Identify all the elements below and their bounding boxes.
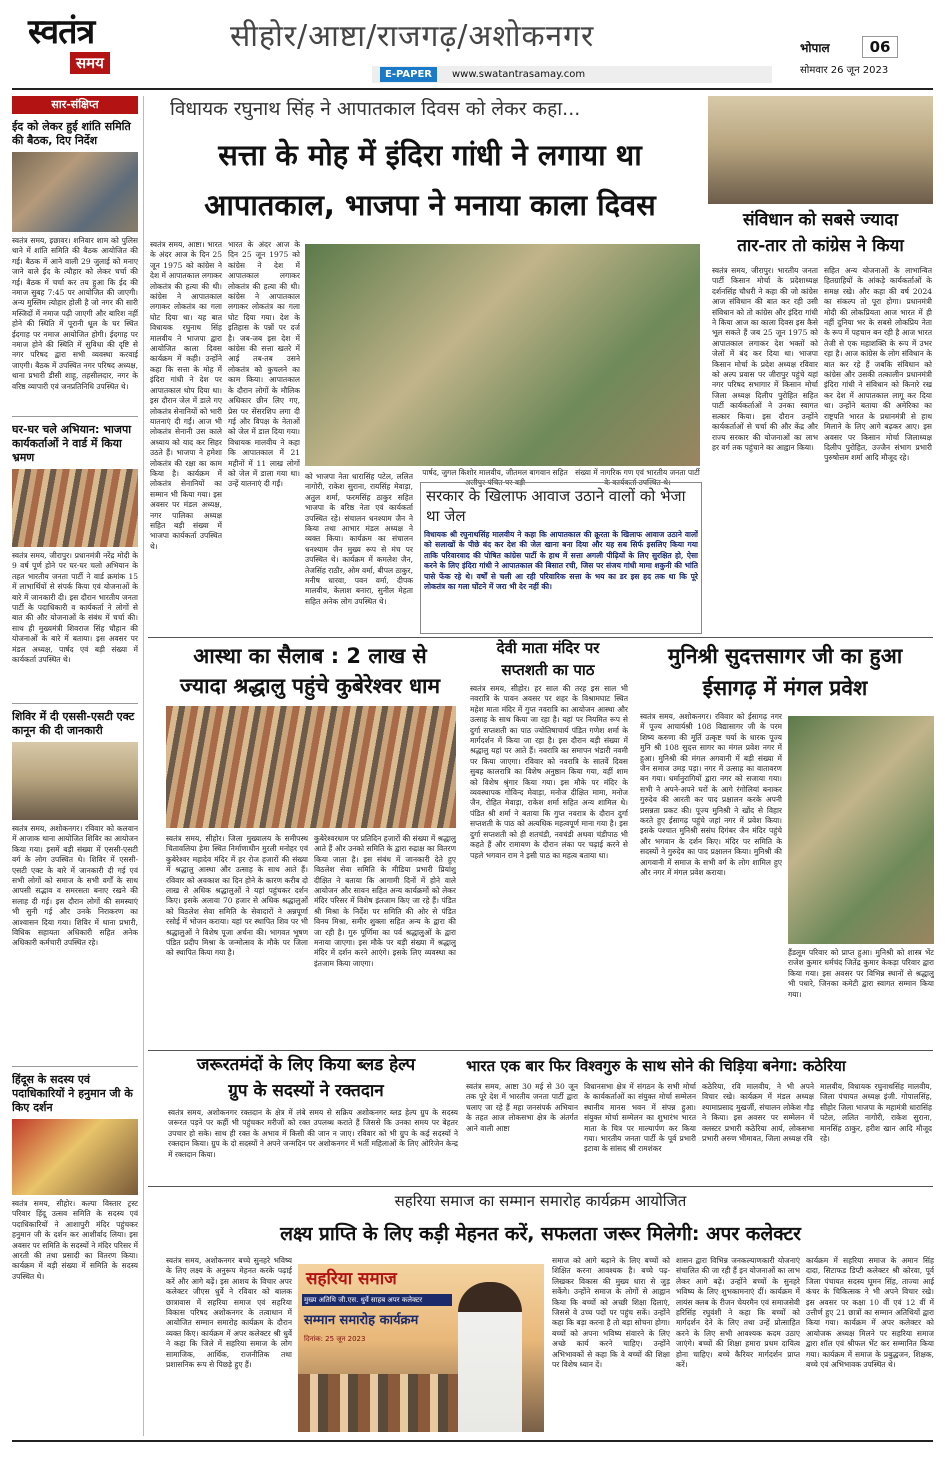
kathoriya-col1: स्वतंत्र समय, आष्टा 30 मई से 30 जून तक पूरे देश में भारतीय जनता पार्टी द्वारा चलाए जा रहे हैं महा जनसंपर्क अभियान के तहत आज लोकसभा क्षेत्र के अंतर्गत आने वाली आष्टा [466, 1082, 578, 1133]
sidebar-photo [12, 1119, 138, 1195]
photo-banner-subtitle: मुख्य अतिथि जी.एस. धुर्वे साहब अपर कलेक्टर [302, 1294, 452, 1306]
lead-col1: स्वतंत्र समय, आष्टा। भारत के अंदर आज के दिन 25 जून 1975 को कांग्रेस ने देश में आपातकाल लगाकर लोकतंत्र की हत्या की थी। कांग्रेस ने आपातकाल लगाकर लोकतंत्र का गला घोट दिया था। यह बात विधायक रघुनाथ सिंह मालवीय ने भाजपा द्वारा आयोजित काला दिवस कार्यक्रम में कही। उन्होंने कहा कि सत्ता के मोह में इंदिरा गांधी ने देश पर आपातकाल थोप दिया था। इस दौरान जेल में डाले गए लोकतंत्र सेनानियों को भारी यातनाएं दी गईं। आज भी लोकतंत्र सेनानी उस काले अध्याय को याद कर सिहर उठते हैं। भाजपा ने हमेशा लोकतंत्र की रक्षा का काम किया है। कार्यक्रम में लोकतंत्र सेनानियों का सम्मान भी किया गया। इस अवसर पर मंडल अध्यक्ष, नगर पालिका अध्यक्ष सहित बड़ी संख्या में भाजपा कार्यकर्ता उपस्थित थे। [150, 240, 222, 551]
kathoriya-headline: भारत एक बार फिर विश्वगुरु के साथ सोने की चिड़िया बनेगा: कठेरिया [466, 1057, 846, 1075]
sahariya-headline: लक्ष्य प्राप्ति के लिए कड़ी मेहनत करें, सफलता जरूर मिलेगी: अपर कलेक्टर [280, 1223, 801, 1245]
kathoriya-col4: मालवीय, विधायक रघुनाथसिंह मालवीय, जिला पंचायत अध्यक्ष इंजी. गोपालसिंह, सीहोर जिला भाजपा के महामंत्री धारासिंह पटेल, ललित नागोरी, राकेश सुराना, मानसिंह ठाकुर, हरीश खान आदि मौजूद रहे। [820, 1082, 932, 1144]
page-number: 06 [862, 36, 898, 58]
kubereshwar-col1: स्वतंत्र समय, सीहोर। जिला मुख्यालय के समीपस्थ चितावलिया हेमा स्थित निर्माणाधीन मुरली मनोहर एवं कुबेरेश्वर महादेव मंदिर में हर रोज हजारों की संख्या में श्रद्धालु आस्था और उत्साह के साथ आते हैं। रविवार को अवकाश का दिन होने के कारण करीब दो लाख से अधिक श्रद्धालुओं ने यहां पहुंचकर दर्शन किए। इसके अलावा 70 हजार से अधिक श्रद्धालुओं को विठलेश सेवा समिति के सेवादारों ने अन्नपूर्णा रसोई में भोजन कराया। यहां पर स्थापित शिव पर भी श्रद्धालुओं ने विशेष पूजा अर्चना की। भागवत भूषण पंडित प्रदीप मिश्रा के जन्मोत्सव के मौके पर जिला को स्थापित किया गया है। [166, 834, 308, 958]
logo-top-text: स्वतंत्र [28, 12, 95, 52]
logo [28, 12, 156, 82]
sidebar-item-body: स्वतंत्र समय, इछावर। शनिवार शाम को पुलिस थाने में शांति समिति की बैठक आयोजित की गई। बैठक में आने वाली 29 जुलाई को मनाए जाने वाले ईद के त्यौहार को लेकर चर्चा की गई। बैठक में चर्चा कर तय हुआ कि ईद की नमाज सुबह 7:45 पर आयोजित की जाएगी। अन्य मुस्लिम त्योहार होली है जो नगर की सारी मस्जिदों में नमाज पढ़ी जाएगी और बारिश नहीं होने की स्थिति में पूरानी धूल के घर स्थित ईदगाह पर नमाज आयोजित होगी। ईदगाह पर नमाज होने की स्थिति में सुविधा की दृष्टि से नगर परिषद द्वारा सभी व्यवस्था करवाई जाएगी। बैठक में उपस्थित नगर परिषद अध्यक्ष, थाना प्रभारी डीसी शाहू, तहसीलदार, नगर के वरिष्ठ व्यापारी एवं जनप्रतिनिधि उपस्थित थे। [12, 236, 138, 391]
kubereshwar-headline-line2: ज्यादा श्रद्धालु पहुंचे कुबेरेश्वर धाम [179, 674, 440, 698]
lead-photo-caption-left: पार्षद, जुगल किशोर मालवीय, जीतमल बागवान सहित अलीपुर पंचित पर बड़ी [422, 468, 568, 487]
sidebar [12, 96, 138, 1436]
sidebar-photo [12, 152, 138, 232]
lead-photo-main [305, 244, 700, 466]
audience-row [298, 1374, 458, 1432]
kubereshwar-headline-line1: आस्था का सैलाब : 2 लाख से [193, 644, 427, 668]
inset-body: विधायक श्री रघुनाथसिंह मालवीय ने कहा कि आपातकाल की क्रूरता के खिलाफ आवाज उठाने वालों को सलाखों के पीछे बंद कर देश की जेल खाना बना दिया और यह सब सिर्फ इसलिए किया गया ताकि परिवारवाद की पोषित कांग्रेस पार्टी के हाथ में सत्ता अगली पीढ़ियों के लिए सुरक्षित हो, ऐसा करने के लिए इंदिरा गांधी ने आपातकाल की बिसात रची, जिस पर संजय गांधी मामा शकुनी की भांति पासे फेंक रहे थे। वर्षों से चली आ रही परिवारिक सत्ता के भय का डर इस हद तक था कि पूरे लोकतंत्र का गला घोंटने में जरा भी देर नहीं की। [424, 530, 698, 592]
right-top-col2: सहित अन्य योजनाओं के लाभान्वित हितग्राहियों के आंकड़े कार्यकर्ताओं के समक्ष रखे। और कहा की वर्ष 2024 का संकल्प तो पूरा होगा। प्रधानमंत्री मोदी की लोकप्रियता आज भारत में ही नहीं दुनिया भर के सबसे लोकप्रिय नेता के रूप में पहचान बन रही है आज भारत तेजी से एक महाशक्ति के रूप में उभर रहा है। आज कांग्रेस के लोग संविधान के बात कर रहे हैं जबकि संविधान को कांग्रेस और उसकी तत्कालीन प्रधानमंत्री इंदिरा गांधी ने संविधान को किनारे रख कर देश में आपातकाल लागू कर दिया था। उन्होंने बताया की अमेरिका का राष्ट्रपति भारत के प्रधानमंत्री से हाथ मिलाने के लिए आगे बढ़कर आए। इस अवसर पर किसान मोर्चा जिलाध्यक्ष दिलीप पुरोहित, उज्जैन संभाग प्रभारी पुरुषोत्तम शर्मा आदि मौजूद रहे। [824, 266, 932, 463]
sahariya-kicker: सहरिया समाज का सम्मान समारोह कार्यक्रम आयोजित [394, 1192, 687, 1210]
sidebar-item-body: स्वतंत्र समय, जीरापुर। प्रधानमंत्री नरेंद्र मोदी के 9 वर्ष पूर्ण होने पर घर-घर चलो अभियान के तहत भारतीय जनता पार्टी ने वार्ड क्रमांक 15 में लाभार्थियों से संपर्क किया एवं योजनाओं के बारे में जानकारी दी। इस दौरान भारतीय जनता पार्टी के पदाधिकारी व कार्यकर्ता ने लोगों से बात की और योजनाओं के संबंध में चर्चा की। साथ ही मुख्यमंत्री शिवराज सिंह चौहान की योजनाओं के बारे में बताया। इस अवसर पर मंडल अध्यक्ष, पार्षद एवं बड़ी संख्या में कार्यकर्ता उपस्थित थे। [12, 551, 138, 665]
lead-headline-line2: आपातकाल, भाजपा ने मनाया काला दिवस [204, 188, 656, 222]
photo-banner-event: सम्मान समारोह कार्यक्रम [304, 1313, 419, 1328]
regions-title: सीहोर/आष्टा/राजगढ़/अशोकनगर [230, 19, 595, 54]
divider [12, 703, 138, 704]
photo-banner-title: सहरिया समाज [306, 1269, 397, 1289]
website-link[interactable]: www.swatantrasamay.com [452, 69, 586, 80]
sidebar-photo [12, 469, 138, 547]
blood-headline-line1: जरूरतमंदों के लिए किया ब्लड हेल्प [196, 1055, 416, 1075]
masthead [0, 0, 945, 88]
muni-photo-caption: हैंडलूम परिवार को प्राप्त हुआ। मुनिश्री को शास्त्र भेंट राजेश कुमार धर्मचंद जितेंद्र कुमार केकड़ा परिवार द्वारा किया गया। इस अवसर पर विभिन्न स्थानों से श्रद्धालु भी पधारे, जिनका कमेटी द्वारा स्वागत सम्मान किया गया। [788, 948, 934, 999]
blood-headline-line2: ग्रुप के सदस्यों ने रक्तदान [228, 1081, 384, 1101]
speaker-figure [458, 1282, 522, 1432]
right-top-headline-line2: तार-तार तो कांग्रेस ने किया [737, 236, 904, 256]
sidebar-item-headline: हिंदूस के सदस्य एवं पदाधिकारियों ने हनुमान जी के किए दर्शन [12, 1073, 133, 1114]
sahariya-photo [298, 1264, 544, 1432]
devi-body: स्वतंत्र समय, सीहोर। हर साल की तरह इस साल भी नवरात्रि के पावन अवसर पर शहर के विश्रामघाट स्थित महेश माता मंदिर में गुप्त नवरात्रि का आयोजन आस्था और उत्साह के साथ किया जा रहा है। यहां पर नियमित रूप से दुर्गा सप्तशती का पाठ ज्योतिषाचार्य पंडित गणेश शर्मा के मार्गदर्शन में किया जा रहा है। इस दौरान बड़ी संख्या में श्रद्धालु यहां पर आते हैं। नवरात्रि का समापन भंडारी नवमी पर किया जाएगा। रविवार को नवरात्रि के सातवें दिवस सुबह कालरात्रि का विशेष अनुष्ठान किया गया, वहीं शाम को विशेष श्रृंगार किया गया। इस मौके पर मंदिर के व्यवस्थापक गोविन्द मेवाड़ा, मनोज दीक्षित मामा, मनोज जैन, रोहित मेवाड़ा, राकेश शर्मा सहित अन्य शामिल थे। पंडित श्री शर्मा ने बताया कि गुप्त नवरात्र के दौरान दुर्गा सप्तशती के पाठ को अत्यधिक महत्वपूर्ण माना गया है। इस दुर्गा सप्तशती को ही शतचंडी, नवचंडी अथवा चंडीपाठ भी कहते हैं और रामायण के दौरान लंका पर चढ़ाई करने से पहले भगवान राम ने इसी पाठ का महत्व बताया था। [470, 684, 628, 860]
divider [148, 1186, 933, 1187]
right-top-headline-line1: संविधान को सबसे ज्यादा [743, 210, 898, 230]
kathoriya-col3: कठेरिया, रवि मालवीय, ने भी अपने विचार रखे। कार्यक्रम में मंडल अध्यक्ष श्यामाप्रसाद मुखर्जी, संचालन लोकेश गौड़ ने किया। इस अवसर पर सम्मेलन में क्लस्टर प्रभारी कठेरिया आर्य, लोकसभा प्रभारी अरुण भीमावत, जिला अध्यक्ष रवि [702, 1082, 814, 1144]
sidebar-item-headline: शिविर में दी एससी-एसटी एक्ट कानून की दी जानकारी [12, 710, 135, 737]
sidebar-divider [143, 96, 144, 1436]
sahariya-col1: स्वतंत्र समय, अशोकनगर बच्चे सुनहरे भविष्य के लिए लक्ष्य के अनुरूप मेहनत करके पढ़ाई करें और आगे बढ़ें। इस आशय के विचार अपर कलेक्टर जीएस धुर्वे ने रविवार को बालक छात्रावास में सहरिया समाज एवं सहरिया विकास परिषद अशोकनगर के तत्वाधान में आयोजित सम्मान समारोह कार्यक्रम के दौरान व्यक्त किए। कार्यक्रम में अपर कलेक्टर श्री धुर्वे ने कहा कि जिले में सहरिया समाज के लोग सामाजिक, आर्थिक, राजनीतिक तथा प्रशासनिक रूप से पिछड़े हुए हैं। [166, 1256, 292, 1370]
right-top-col1: स्वतंत्र समय, जीरापुर। भारतीय जनता पार्टी किसान मोर्चा के प्रदेशाध्यक्ष दर्शनसिंह चौधरी ने कहा की जो कांग्रेस आज संविधान की बात कर रही उसी संविधान को तो कांग्रेस और इंदिरा गांधी ने किया आज का काला दिवस इस कैसे भूल सकते हैं जब 25 जून 1975 को आपातकाल लगाकर देश भक्तों को जेलों में बंद कर दिया था। भाजपा किसान मोर्चा के प्रदेश अध्यक्ष रविवार को अल्प प्रवास पर जीरापुर पहुंचे यहां नगर परिषद सभागार में किसान मोर्चा जिला अध्यक्ष दिलीप पुरोहित सहित पार्टी कार्यकर्ताओं ने उनका स्वागत सत्कार किया। इस दौरान उन्होंने कार्यकर्ताओं से चर्चा की और केंद्र और राज्य सरकार की योजनाओं का लाभ हर वर्ग तक पहुंचाने का आह्वान किया। [712, 266, 818, 452]
muni-headline-line1: मुनिश्री सुदत्तसागर जी का हुआ [667, 644, 903, 668]
blood-body: स्वतंत्र समय, अशोकनगर रक्तदान के क्षेत्र में लंबे समय से सक्रिय अशोकनगर ब्लड हेल्प ग्रुप के सदस्य जरूरत पड़ने पर कहीं भी पहुंचकर मरीजों को रक्त उपलब्ध कराते हैं जिससे कि उनका समय पर बेहतर उपचार हो सके। साथ ही रक्त के अभाव में किसी की जान न जाए। रविवार को भी ग्रुप के कई सदस्यों ने रक्तदान किया। ग्रुप के दो सदस्यों ने अपने जन्मदिन पर अशोकनगर में भर्ती महिलाओं के लिए ओरिजेन केन्द्र में रक्तदान किया। [168, 1108, 458, 1159]
muni-photo [788, 716, 934, 944]
right-top-photo [708, 96, 933, 204]
lead-col2: भारत के अंदर आज के दिन 25 जून 1975 को कांग्रेस ने देश में आपातकाल लगाकर लोकतंत्र की हत्या की थी। कांग्रेस ने आपातकाल लगाकर लोकतंत्र का गला घोट दिया गया। देश के इतिहास के पन्नों पर दर्ज है। जब-जब इस देश में कांग्रेस की सत्ता खतरे में आई तब-तब उसने लोकतंत्र को कुचलने का काम किया। आपातकाल के दौरान लोगों के मौलिक अधिकार छीन लिए गए, प्रेस पर सेंसरशिप लगा दी गई और विपक्ष के नेताओं को जेल में डाल दिया गया। विधायक मालवीय ने कहा कि आपातकाल में 21 महीनों में 11 लाख लोगों को जेल में डाला गया था। उन्हें यातनाएं दी गईं। [228, 240, 300, 489]
logo-bottom-text: समय [70, 52, 110, 74]
epaper-label: E-PAPER [380, 67, 437, 82]
sidebar-photo [12, 742, 138, 820]
sidebar-item-body: स्वतंत्र समय, अशोकनगर। रविवार को कलवान में आजाक थाना आयोजित शिविर का आयोजन किया गया। इसमें बड़ी संख्या में एससी-एसटी वर्ग के लोग उपस्थित थे। शिविर में एससी-एसटी एक्ट के बारे में जानकारी दी गई एवं सभी लोगों को समाज के सभी वर्गों के साथ आपसी सद्भाव व समरसता बनाए रखने की सलाह दी गई। इस दौरान लोगों की समस्याएं भी सुनी गई और उनके निराकरण का आश्वासन दिया गया। शिविर में थाना प्रभारी, विधिक सहायता अधिकारी सहित अनेक अधिकारी कर्मचारी उपस्थित रहे। [12, 824, 138, 948]
sidebar-item-headline: घर-घर चले अभियान: भाजपा कार्यकर्ताओं ने वार्ड में किया भ्रमण [12, 423, 132, 464]
sahariya-col2: समाज को आगे बढ़ाने के लिए बच्चों को शिक्षित करना आवश्यक है। बच्चे पढ़-लिखकर विकास की मुख्य धारा से जुड़ सकेंगे। उन्होंने समाज के लोगों से आह्वान किया कि बच्चों को अच्छी शिक्षा दिलाएं, जिससे वे उच्च पदों पर पहुंच सकें। उन्होंने कहा कि बड़ा करना है तो बड़ा सोचना होगा। बच्चों को अपना भविष्य संवारने के लिए अच्छे कार्य करने चाहिए। उन्होंने अभिभावकों से कहा कि वे बच्चों की शिक्षा पर विशेष ध्यान दें। [552, 1256, 670, 1370]
kubereshwar-col2: कुबेरेश्वरधाम पर प्रतिदिन हजारों की संख्या में श्रद्धालु आते हैं और उनको समिति के द्वारा रुद्राक्ष का वितरण किया जाता है। इस संबंध में जानकारी देते हुए विठलेश सेवा समिति के मीडिया प्रभारी प्रियांशु दीक्षित ने बताया कि आगामी दिनों में होने वाले आयोजन और सावन सहित अन्य कार्यक्रमों को लेकर मंदिर परिसर में विशेष इंतजाम किए जा रहे हैं। पंडित श्री मिश्रा के निर्देश पर समिति की ओर से पंडित विनय मिश्रा, समीर शुक्ला सहित अन्य के द्वारा की जा रही है। गुरु पूर्णिमा का पर्व श्रद्धालुओं के द्वारा मनाया जाएगा। इस मौके पर बड़ी संख्या में श्रद्धालु मंदिर में दर्शन करने आएंगे। इसके लिए व्यवस्था का इंतजाम किया जाएगा। [314, 834, 456, 968]
muni-body: स्वतंत्र समय, अशोकनगर। रविवार को ईसागढ़ नगर में पूज्य आचार्यश्री 108 विद्यासागर जी के परम शिष्य करुणा की मूर्ति उत्कृष्ट चर्या के धारक पूज्य मुनि श्री 108 सुदत्त सागर का मंगल प्रवेश नगर में हुआ। मुनिश्री की मंगल अगवानी में बड़ी संख्या में जैन समाज उमड़ पड़ा। नगर में उत्साह का वातावरण बन गया। धर्मानुरागियों द्वारा नगर को सजाया गया। सभी ने अपने-अपने घरों के आगे रंगोलियां बनाकर गुरुदेव की आरती कर पाद प्रक्षालन करके अपनी प्रसन्नता प्रकट की। पूज्य मुनिश्री ने खोंद से विहार करते हुए ईसागढ़ पहुंचे जहां नगर में प्रवेश किया। इसके पश्चात मुनिश्री ससंघ दिगंबर जैन मंदिर पहुंचे और भगवान के दर्शन किए। मंदिर पर समिति के सदस्यों ने गुरुदेव का पाद प्रक्षालन किया। मुनिश्री की आगवानी में समाज के सभी वर्ग के लोग शामिल हुए और नगर में मंगल प्रवेश कराया। [640, 712, 782, 878]
divider [148, 1050, 933, 1051]
masthead-rule [12, 88, 933, 90]
city-label: भोपाल [800, 41, 830, 55]
lead-photo-caption-right: संख्या में नागरिक गण एवं भारतीय जनता पार्टी के कार्यकर्ता उपस्थित थे। [575, 468, 700, 487]
sidebar-item-body: स्वतंत्र समय, सीहोर। कल्पा विस्तार ट्रस्ट परिवार हिंदू उत्सव समिति के सदस्य एवं पदाधिकारियों ने आशापुरी मंदिर पहुंचकर हनुमान जी के दर्शन कर आशीर्वाद लिया। इस अवसर पर समिति के सदस्यों ने मंदिर परिसर में आरती की तथा प्रसादी का वितरण किया। कार्यक्रम में बड़ी संख्या में समिति के सदस्य उपस्थित थे। [12, 1199, 138, 1281]
photo-banner-date: दिनांक: 25 जून 2023 [304, 1335, 366, 1343]
devi-headline-line2: सप्तशती का पाठ [501, 661, 595, 679]
lead-col3: को भाजपा नेता धारासिंह पटेल, ललित नागोरी, राकेश सुराना, रायसिंह मेवाड़ा, अतुल शर्मा, फरमसिंह ठाकुर सहित भाजपा के वरिष्ठ नेता एवं कार्यकर्ता उपस्थित रहे। संचालन धनश्याम जैन ने किया तथा आभार मंडल अध्यक्ष ने व्यक्त किया। कार्यक्रम का संचालन धनश्याम जैन मुख्य रूप से मंच पर उपस्थित थे। कार्यक्रम में कमलेश जैन, तेजसिंह राठौर, ओम वर्मा, बीपल ठाकुर, मनीष धारवा, पवन वर्मा, दीपक मालवीय, केलाश बनारा, सुनील मेहता सहित अनेक लोग उपस्थित थे। [305, 472, 413, 606]
sidebar-header: सार-संक्षिप्त [12, 96, 138, 114]
footer-rule [12, 1440, 933, 1442]
divider [12, 1066, 138, 1067]
kubereshwar-photo [166, 706, 456, 828]
issue-date: सोमवार 26 जून 2023 [800, 65, 889, 76]
divider [12, 416, 138, 417]
lead-kicker: विधायक रघुनाथ सिंह ने आपातकाल दिवस को लेकर कहा... [170, 98, 581, 120]
sahariya-col4: कार्यक्रम में सहरिया समाज के अमान सिंह दादा, सिटाफड डिप्टी कलेक्टर श्री कोरवा, पूर्व जिला पंचायत सदस्य घूमन सिंह, ताज्या आई कंचर के चिकित्सक ने भी अपने विचार रखे। इस अवसर पर कक्षा 10 वीं एवं 12 वीं में उत्तीर्ण हुए 21 छात्रों का सम्मान अतिथियों द्वारा किया गया। कार्यक्रम में अपर कलेक्टर को आयोजक अध्यक्ष मिलने पर सहरिया समाज द्वारा शॉल एवं श्रीफल भेंट कर सम्मानित किया गया। कार्यक्रम में समाज के प्रबुद्धजन, शिक्षक, बच्चे एवं अभिभावक उपस्थित थे। [806, 1256, 934, 1370]
lead-headline-line1: सत्ता के मोह में इंदिरा गांधी ने लगाया था [218, 138, 642, 172]
sidebar-item-headline: ईद को लेकर हुई शांति समिति की बैठक, दिए निर्देश [12, 120, 131, 147]
muni-headline-line2: ईसागढ़ में मंगल प्रवेश [702, 676, 868, 700]
inset-headline: सरकार के खिलाफ आवाज उठाने वालों को भेजा था जेल [426, 487, 686, 525]
devi-headline-line1: देवी माता मंदिर पर [496, 639, 600, 657]
kathoriya-col2: विधानसभा क्षेत्र में संगठन के सभी मोर्चा के कार्यकर्ताओं का संयुक्त मोर्चा सम्मेलन स्थानीय मानस भवन में संपन्न हुआ। संयुक्त मोर्चा सम्मेलन का शुभारंभ भारत माता के चित्र पर माल्यार्पण कर किया गया। भारतीय जनता पार्टी के पूर्व प्रभारी इटावा के सांसद श्री रामशंकर [584, 1082, 696, 1154]
sahariya-col3: शासन द्वारा विभिन्न जनकल्याणकारी योजनाएं संचालित की जा रही हैं इन योजनाओं का लाभ लेकर आगे बढ़ें। उन्होंने बच्चों के सुनहरे भविष्य के लिए शुभकामनाएं दीं। कार्यक्रम में लायंस क्लब के रीजन चेयरमैन एवं समाजसेवी हरिसिंह रघुवंशी ने कहा कि बच्चों को मार्गदर्शन देने के लिए तथा उन्हें प्रोत्साहित करने के लिए सभी आवश्यक कदम उठाए जाएंगे। बच्चों की शिक्षा हमारा प्रथम दायित्व होना चाहिए। बच्चे कैरियर मार्गदर्शन प्राप्त करें। [676, 1256, 800, 1370]
